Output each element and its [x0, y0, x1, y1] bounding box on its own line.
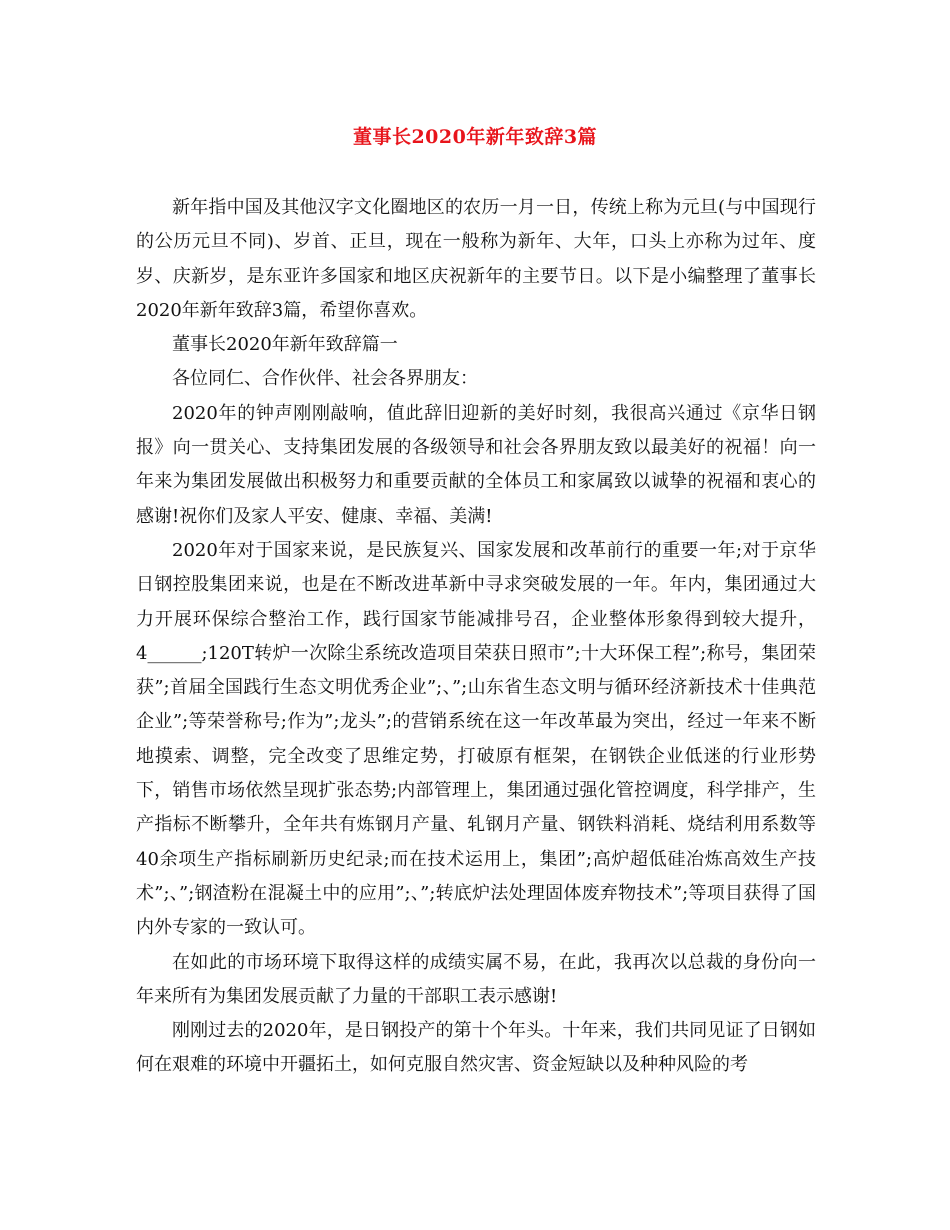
document-body	[136, 191, 816, 1083]
paragraph-decade: 刚刚过去的2020年，是日钢投产的第十个年头。十年来，我们共同见证了日钢如何在艰难的环境中开疆拓土，如何克服自然灾害、资金短缺以及种种风险的考	[136, 1020, 816, 1076]
salutation: 各位同仁、合作伙伴、社会各界朋友：	[172, 368, 478, 390]
paragraph-achievements: 2020年对于国家来说，是民族复兴、国家发展和改革前行的重要一年;对于京华日钢控股集团来说，也是在不断改进革新中寻求突破发展的一年。年内，集团通过大力开展环保综合整治工作，践行国家节能减排号召，企业整体形象得到较大提升，4______;120T转炉一次除尘系统改造项目荣获日照市”;十大环保工程”;称号，集团荣获”;首届全国践行生态文明优秀企业”;、”;山东省生态文明与循环经济新技术十佳典范企业”;等荣誉称号;作为”;龙头”;的营销系统在这一年改革最为突出，经过一年来不断地摸索、调整，完全改变了思维定势，打破原有框架，在钢铁企业低迷的行业形势下，销售市场依然呈现扩张态势;内部管理上，集团通过强化管控调度，科学排产，生产指标不断攀升，全年共有炼钢月产量、轧钢月产量、钢铁料消耗、烧结利用系数等40余项生产指标刷新历史纪录;而在技术运用上，集团”;高炉超低硅冶炼高效生产技术”;、”;钢渣粉在混凝土中的应用”;、”;转底炉法处理固体废弃物技术”;等项目获得了国内外专家的一致认可。	[136, 539, 816, 939]
paragraph-greeting: 2020年的钟声刚刚敲响，值此辞旧迎新的美好时刻，我很高兴通过《京华日钢报》向一贯关心、支持集团发展的各级领导和社会各界朋友致以最美好的祝福！向一年来为集团发展做出积极努力和重要贡献的全体员工和家属致以诚挚的祝福和衷心的感谢!祝你们及家人平安、健康、幸福、美满!	[136, 402, 816, 527]
paragraph-intro: 新年指中国及其他汉字文化圈地区的农历一月一日，传统上称为元旦(与中国现行的公历元旦不同)、岁首、正旦，现在一般称为新年、大年，口头上亦称为过年、度岁、庆新岁，是东亚许多国家和地区庆祝新年的主要节日。以下是小编整理了董事长2020年新年致辞3篇，希望你喜欢。	[136, 197, 816, 321]
document-title: 董事长2020年新年致辞3篇	[352, 126, 598, 148]
paragraph-thanks: 在如此的市场环境下取得这样的成绩实属不易，在此，我再次以总裁的身份向一年来所有为集团发展贡献了力量的干部职工表示感谢!	[136, 951, 816, 1007]
section-heading-1: 董事长2020年新年致辞篇一	[172, 334, 398, 356]
